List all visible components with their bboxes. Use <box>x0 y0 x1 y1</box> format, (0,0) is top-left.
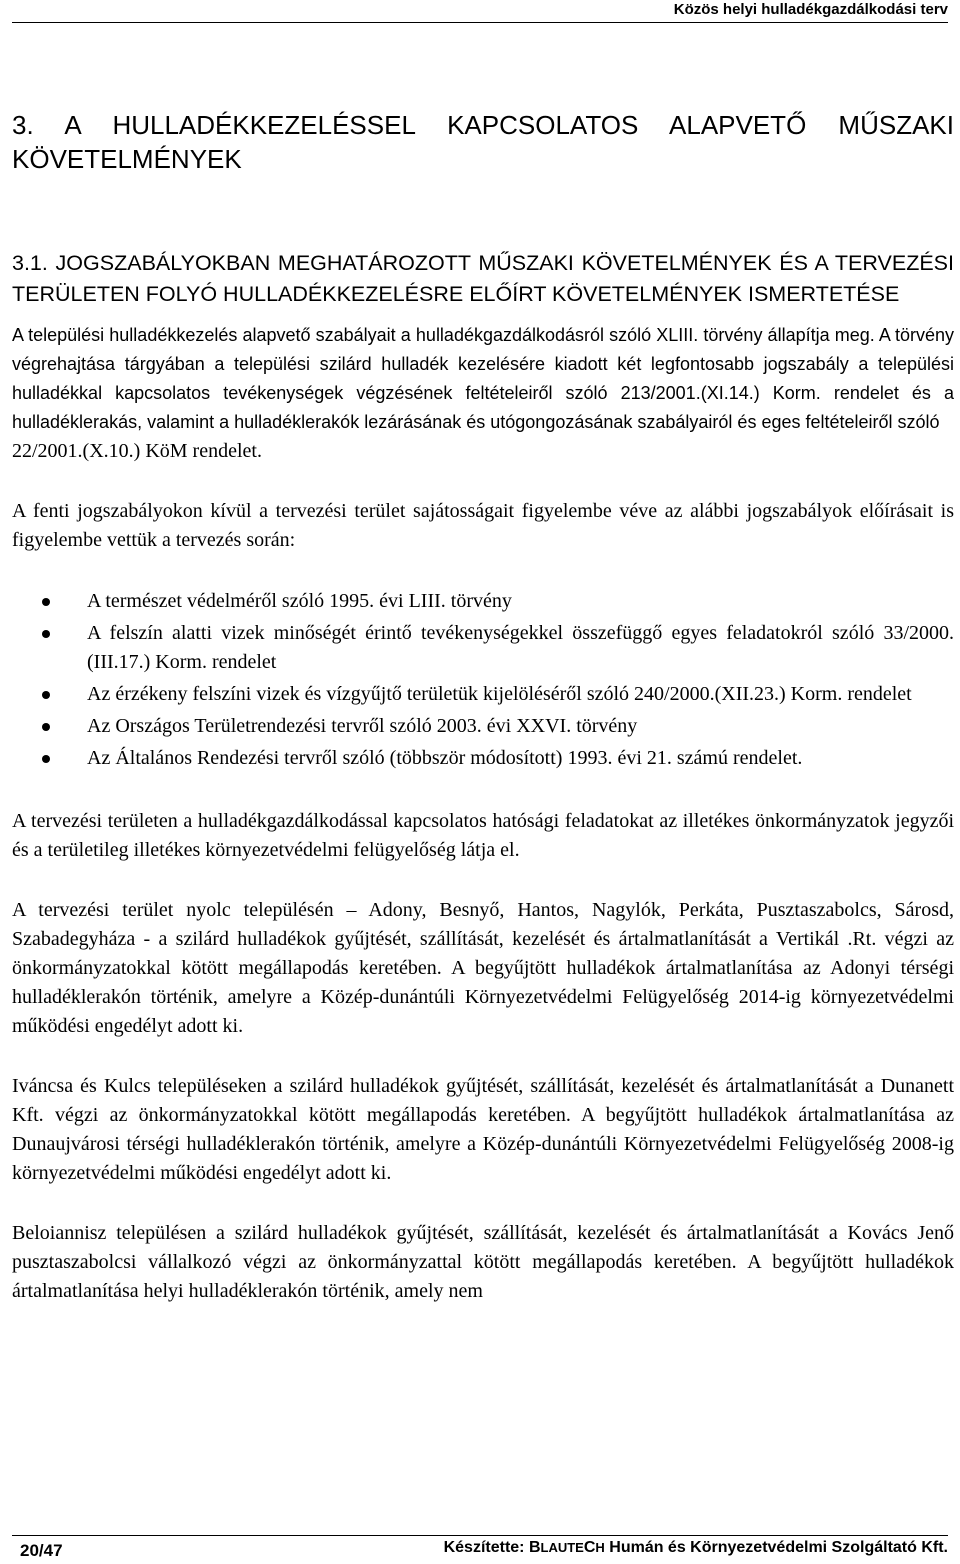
bullet-icon <box>42 691 50 699</box>
document-title: Közös helyi hulladékgazdálkodási terv <box>673 1 948 18</box>
bullet-icon <box>42 723 50 731</box>
list-item: A természet védelméről szóló 1995. évi LIII. törvény <box>12 587 954 616</box>
laws-list <box>12 587 954 773</box>
paragraph-beloiannisz: Beloiannisz településen a szilárd hulladékok gyűjtését, szállítását, kezelését és ártalmatlanítását a Kovács Jenő pusztaszabolcsi vállalkozó végzi az önkormányzattal kötött megállapodás keretében. A begyűjtött hulladékok ártalmatlanítása helyi hulladéklerakón történik, amely nem <box>12 1222 954 1302</box>
paragraph-legal-basis: A települési hulladékkezelés alapvető szabályait a hulladékgazdálkodásról szóló XLIII. törvény állapítja meg. A törvény végrehajtása tárgyában a települési szilárd hulladék kezelésére kiadott két legfontosabb jogszabály a települési hulladékkal kapcsolatos tevékenységek végzésének feltételeiről szóló 213/2001.(XI.14.) Korm. rendelet és a hulladéklerakás, valamint a hulladéklerakók lezárásának és utógongozásának szabályairól és eges feltételeiről szóló <box>12 325 954 432</box>
page-header <box>0 0 960 22</box>
paragraph-legal-basis-end: 22/2001.(X.10.) KöM rendelet. <box>12 440 262 462</box>
paragraph-authorities: A tervezési területen a hulladékgazdálkodással kapcsolatos hatósági feladatokat az illetékes önkormányzatok jegyzői és a területileg illetékes környezetvédelmi felügyelőség látja el. <box>12 810 954 861</box>
author-credit: Készítette: BLAUTECH Humán és Környezetvédelmi Szolgáltató Kft. <box>443 1539 948 1556</box>
chapter-heading: 3. A HULLADÉKKEZELÉSSEL KAPCSOLATOS ALAPVETŐ MŰSZAKI KÖVETELMÉNYEK <box>12 110 954 174</box>
page-content <box>12 108 954 1306</box>
page-number: 20/47 <box>20 1541 63 1560</box>
bullet-icon <box>42 755 50 763</box>
footer-divider <box>12 1535 948 1536</box>
page-footer <box>0 1535 960 1564</box>
list-item: Az érzékeny felszíni vizek és vízgyűjtő területük kijelöléséről szóló 240/2000.(XII.23.) Korm. rendelet <box>12 680 954 709</box>
header-divider <box>12 22 948 23</box>
list-item: Az Általános Rendezési tervről szóló (többször módosított) 1993. évi 21. számú rendelet. <box>12 744 954 773</box>
list-item: A felszín alatti vizek minőségét érintő tevékenységekkel összefüggő egyes feladatokról szóló 33/2000.(III.17.) Korm. rendelet <box>12 619 954 677</box>
section-heading: 3.1. JOGSZABÁLYOKBAN MEGHATÁROZOTT MŰSZAKI KÖVETELMÉNYEK ÉS A TERVEZÉSI TERÜLETEN FOLYÓ HULLADÉKKEZELÉSRE ELŐÍRT KÖVETELMÉNYEK ISMERTETÉSE <box>12 251 954 306</box>
bullet-icon <box>42 598 50 606</box>
paragraph-dunanett: Iváncsa és Kulcs településeken a szilárd hulladékok gyűjtését, szállítását, kezelését és ártalmatlanítását a Dunanett Kft. végzi az önkormányzatokkal kötött megállapodás keretében. A begyűjtött hulladékok ártalmatlanítása az Dunaujvárosi térségi hulladéklerakón történik, amelyre a Közép-dunántúli Környezetvédelmi Felügyelőség 2008-ig környezetvédelmi működési engedélyt adott ki. <box>12 1075 954 1184</box>
list-item: Az Országos Területrendezési tervről szóló 2003. évi XXVI. törvény <box>12 712 954 741</box>
paragraph-other-laws: A fenti jogszabályokon kívül a tervezési terület sajátosságait figyelembe véve az alábbi jogszabályok előírásait is figyelembe vettük a tervezés során: <box>12 500 954 551</box>
bullet-icon <box>42 630 50 638</box>
paragraph-vertikal: A tervezési terület nyolc településén – Adony, Besnyő, Hantos, Nagylók, Perkáta, Pusztaszabolcs, Sárosd, Szabadegyháza - a szilárd hulladékok gyűjtését, szállítását, kezelését és ártalmatlanítását a Vertikál .Rt. végzi az önkormányzatokkal kötött megállapodás keretében. A begyűjtött hulladékok ártalmatlanítása az Adonyi térségi hulladéklerakón történik, amelyre a Közép-dunántúli Környezetvédelmi Felügyelőség 2014-ig környezetvédelmi működési engedélyt adott ki. <box>12 899 954 1037</box>
